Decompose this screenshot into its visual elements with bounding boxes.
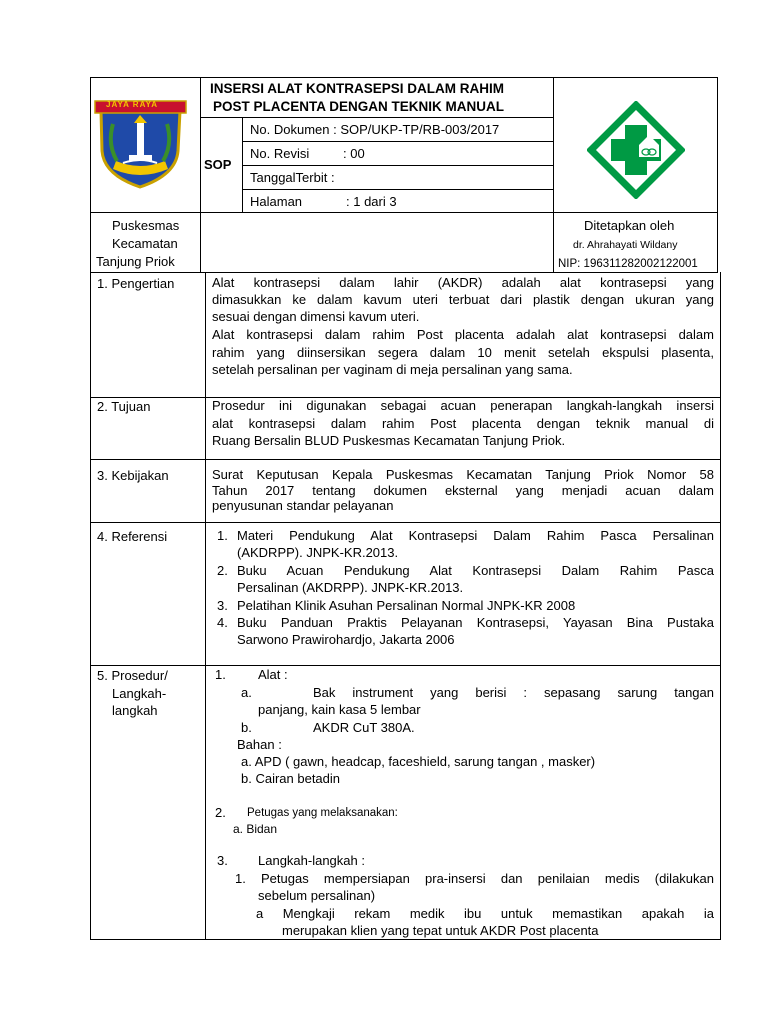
procedure-alat-a-letter: a.: [241, 685, 252, 700]
reference-text-line: Buku Panduan Praktis Pelayanan Kontrasepsi, Yayasan Bina Pustaka: [237, 615, 714, 630]
reference-number: 4.: [217, 615, 228, 630]
pengertian-text-line: Alat kontrasepsi dalam rahim Post placenta adalah alat kontrasepsi dalam: [212, 327, 714, 342]
kebijakan-text-line: Surat Keputusan Kepala Puskesmas Kecamatan Tanjung Priok Nomor 58: [212, 467, 714, 482]
body-bottom-border: [90, 939, 721, 940]
reference-text-line: Pelatihan Klinik Asuhan Persalinan Normal JNPK-KR 2008: [237, 598, 576, 613]
section-label-kebijakan: 3. Kebijakan: [97, 468, 169, 483]
procedure-alat-a-line: Bak instrument yang berisi : sepasang sarung tangan: [313, 685, 714, 700]
sop-label: SOP: [204, 157, 232, 172]
row-divider-tujuan: [90, 459, 721, 460]
section-label-prosedur: Langkah-: [112, 686, 167, 701]
kebijakan-text-line: penyusunan standar pelayanan: [212, 498, 394, 513]
header-col1-divider: [200, 77, 201, 272]
pengertian-text-line: rahim yang diinsersikan segera dalam 10 menit setelah ekspulsi plasenta,: [212, 345, 714, 360]
reference-number: 3.: [217, 598, 228, 613]
procedure-step-line: 1. Petugas mempersiapan pra-insersi dan penilaian medis (dilakukan: [235, 871, 714, 886]
section-label-prosedur: langkah: [112, 703, 158, 718]
header-logo-bottom-border: [90, 212, 718, 213]
signer-nip: NIP: 196311282002122001: [558, 258, 698, 270]
procedure-step-line: sebelum persalinan): [258, 888, 376, 903]
section-label-pengertian: 1. Pengertian: [97, 276, 175, 291]
header-top-border: [90, 77, 718, 78]
crest-banner-text: JAYA RAYA: [106, 100, 158, 109]
section-label-tujuan: 2. Tujuan: [97, 399, 151, 414]
issue-date: TanggalTerbit :: [250, 170, 335, 185]
pengertian-text-line: sesuai dengan dimensi kavum uteri.: [212, 309, 420, 324]
procedure-item-number: 3.: [217, 853, 228, 868]
procedure-langkah-heading: Langkah-langkah :: [258, 853, 365, 868]
procedure-bahan-a: a. APD ( gawn, headcap, faceshield, sarung tangan , masker): [241, 754, 596, 769]
header-col2-divider: [553, 77, 554, 272]
procedure-bahan-b: b. Cairan betadin: [241, 771, 341, 786]
procedure-item-number: 1.: [215, 667, 226, 682]
revision-label: No. Revisi: [250, 146, 310, 161]
procedure-step-line: a Mengkaji rekam medik ibu untuk memastikan apakah ia: [256, 906, 714, 921]
procedure-alat-a-line: panjang, kain kasa 5 lembar: [258, 702, 421, 717]
reference-text-line: Persalinan (AKDRPP). JNPK-KR.2013.: [237, 580, 464, 595]
title-bottom-border: [200, 117, 553, 118]
reference-number: 2.: [217, 563, 228, 578]
section-label-prosedur: 5. Prosedur/: [97, 668, 168, 683]
approved-by-label: Ditetapkan oleh: [584, 218, 675, 233]
row-divider-referensi: [90, 665, 721, 666]
tujuan-text-line: Ruang Bersalin BLUD Puskesmas Kecamatan Tanjung Priok.: [212, 433, 566, 448]
pengertian-text-line: Alat kontrasepsi dalam lahir (AKDR) adalah alat kontrasepsi yang: [212, 275, 714, 290]
section-label-referensi: 4. Referensi: [97, 529, 168, 544]
row-divider-kebijakan: [90, 522, 721, 523]
tujuan-text-line: alat kontrasepsi dalam rahim Post placenta dengan teknik manual di: [212, 416, 714, 431]
procedure-petugas-heading: Petugas yang melaksanakan:: [247, 807, 398, 819]
reference-text-line: Materi Pendukung Alat Kontrasepsi Dalam Rahim Pasca Persalinan: [237, 528, 714, 543]
jakarta-crest-logo: [93, 99, 188, 189]
procedure-bahan-heading: Bahan :: [237, 737, 282, 752]
body-col-divider: [205, 272, 206, 940]
doc-row-divider-2: [242, 165, 553, 166]
procedure-alat-b-letter: b.: [241, 720, 252, 735]
sop-title-line-1: INSERSI ALAT KONTRASEPSI DALAM RAHIM: [210, 81, 505, 96]
signer-name: dr. Ahrahayati Wildany: [573, 239, 678, 251]
sop-title-line-2: POST PLACENTA DENGAN TEKNIK MANUAL: [213, 99, 504, 114]
page-value: : 1 dari 3: [346, 194, 397, 209]
procedure-alat-heading: Alat :: [258, 667, 288, 682]
kebijakan-text-line: Tahun 2017 tentang dokumen eksternal yang menjadi acuan dalam: [212, 483, 714, 498]
tujuan-text-line: Prosedur ini digunakan sebagai acuan penerapan langkah-langkah insersi: [212, 398, 714, 413]
procedure-step-line: merupakan klien yang tepat untuk AKDR Post placenta: [282, 923, 599, 938]
procedure-alat-b-text: AKDR CuT 380A.: [313, 720, 415, 735]
org-name-line-1: Puskesmas: [112, 218, 180, 233]
pengertian-text-line: dimasukkan ke dalam kavum uteri terbuat dari plastik dengan ukuran yang: [212, 292, 714, 307]
org-name-line-3: Tanjung Priok: [96, 254, 175, 269]
reference-text-line: (AKDRPP). JNPK-KR.2013.: [237, 545, 399, 560]
doc-row-divider-1: [242, 141, 553, 142]
pengertian-text-line: setelah persalinan per vaginam di meja persalinan yang sama.: [212, 362, 573, 377]
doc-number: No. Dokumen : SOP/UKP-TP/RB-003/2017: [250, 122, 500, 137]
procedure-petugas-a: a. Bidan: [233, 822, 278, 836]
reference-text-line: Sarwono Prawirohardjo, Jakarta 2006: [237, 632, 455, 647]
doc-row-divider-3: [242, 189, 553, 190]
reference-number: 1.: [217, 528, 228, 543]
page-label: Halaman: [250, 194, 303, 209]
puskesmas-logo: [587, 101, 685, 199]
reference-text-line: Buku Acuan Pendukung Alat Kontrasepsi Dalam Rahim Pasca: [237, 563, 714, 578]
revision-value: : 00: [343, 146, 365, 161]
body-left-border: [90, 272, 91, 940]
body-right-border: [720, 272, 721, 940]
header-left-border: [90, 77, 91, 272]
procedure-item-number: 2.: [215, 805, 226, 820]
header-right-border: [717, 77, 718, 272]
org-name-line-2: Kecamatan: [112, 236, 178, 251]
